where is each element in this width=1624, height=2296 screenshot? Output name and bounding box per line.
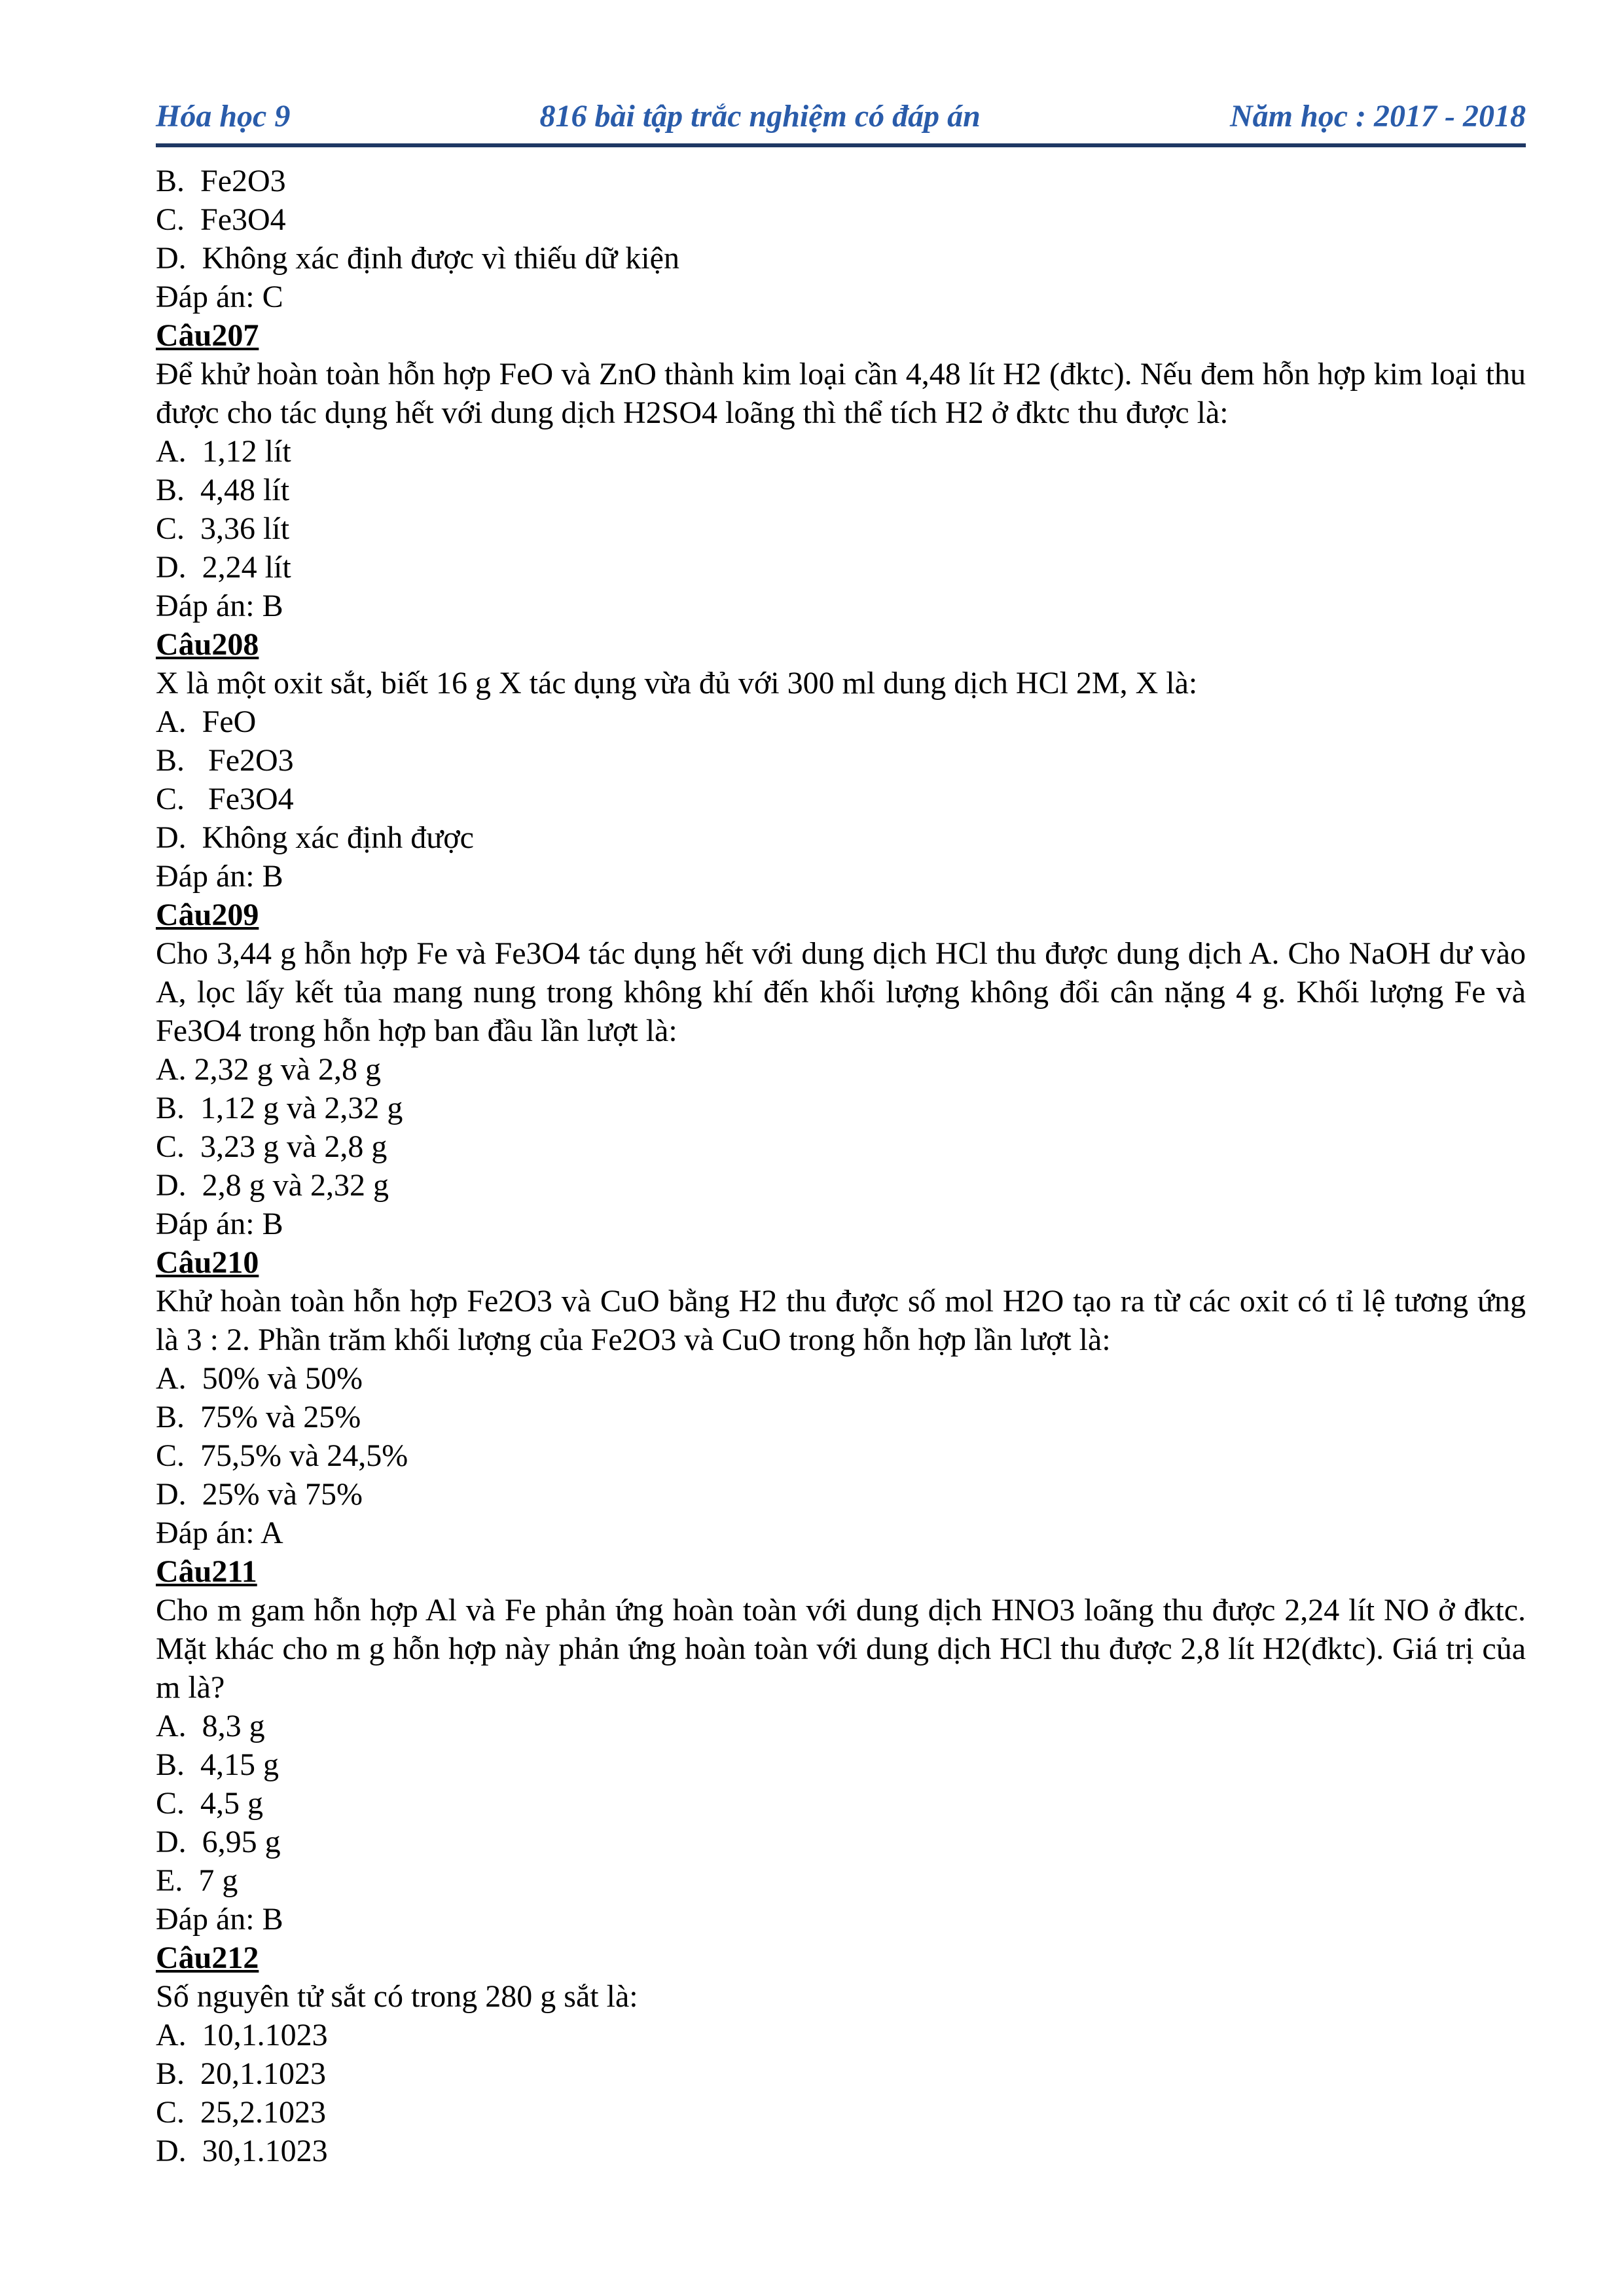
- answer-option-line: D. 2,24 lít: [156, 550, 291, 585]
- answer-key-line: Đáp án: B: [156, 1207, 283, 1241]
- answer-option-line: B. Fe2O3: [156, 164, 286, 198]
- answer-option-line: C. 3,23 g và 2,8 g: [156, 1129, 388, 1164]
- header-rule: [156, 143, 1526, 147]
- answer-key-line: Đáp án: B: [156, 1902, 283, 1937]
- answer-option-line: C. Fe3O4: [156, 782, 294, 816]
- answer-option-line: D. 25% và 75%: [156, 1477, 363, 1512]
- page-header: [156, 98, 1526, 143]
- answer-option-line: A. 50% và 50%: [156, 1361, 363, 1396]
- answer-option-line: A. 8,3 g: [156, 1709, 265, 1743]
- answer-key-line: Đáp án: B: [156, 859, 283, 894]
- header-subject: Hóa học 9: [156, 99, 291, 134]
- question-text: X là một oxit sắt, biết 16 g X tác dụng vừa đủ với 300 ml dung dịch HCl 2M, X là:: [156, 666, 1198, 701]
- question-heading: [156, 1939, 1526, 1977]
- question-heading: [156, 625, 1526, 664]
- question-text: Số nguyên tử sắt có trong 280 g sắt là:: [156, 1979, 638, 2014]
- answer-option-line: C. 75,5% và 24,5%: [156, 1438, 408, 1473]
- question-number: Câu209: [156, 898, 259, 932]
- question-heading: [156, 896, 1526, 934]
- question-heading: [156, 316, 1526, 355]
- question-text: Để khử hoàn toàn hỗn hợp FeO và ZnO thành kim loại cần 4,48 lít H2 (đktc). Nếu đem hỗn hợp kim loại thu được cho tác dụng hết với dung dịch H2SO4 loãng thì thể tích H2 ở đktc thu được là:: [156, 357, 1526, 430]
- question-number: Câu207: [156, 318, 259, 353]
- answer-key-line: Đáp án: B: [156, 589, 283, 623]
- answer-key-line: Đáp án: C: [156, 280, 283, 314]
- answer-option-line: C. 3,36 lít: [156, 511, 290, 546]
- answer-key-line: Đáp án: A: [156, 1516, 283, 1550]
- header-school-year: Năm học : 2017 - 2018: [1230, 99, 1526, 134]
- question-number: Câu208: [156, 627, 259, 662]
- answer-option-line: B. 4,15 g: [156, 1747, 280, 1782]
- question-number: Câu211: [156, 1554, 257, 1589]
- question-heading: [156, 1243, 1526, 1282]
- answer-option-line: C. 25,2.1023: [156, 2095, 327, 2130]
- question-heading: [156, 1552, 1526, 1591]
- answer-option-line: D. Không xác định được vì thiếu dữ kiện: [156, 241, 679, 276]
- question-number: Câu212: [156, 1941, 259, 1975]
- answer-option-line: D. 2,8 g và 2,32 g: [156, 1168, 389, 1203]
- question-text: Khử hoàn toàn hỗn hợp Fe2O3 và CuO bằng H2 thu được số mol H2O tạo ra từ các oxit có tỉ lệ tương ứng là 3 : 2. Phần trăm khối lượng của Fe2O3 và CuO trong hỗn hợp lần lượt là:: [156, 1284, 1526, 1357]
- answer-option-line: A. 2,32 g và 2,8 g: [156, 1052, 381, 1087]
- answer-option-line: E. 7 g: [156, 1863, 238, 1898]
- header-title: 816 bài tập trắc nghiệm có đáp án: [539, 99, 981, 134]
- question-number: Câu210: [156, 1245, 259, 1280]
- answer-option-line: A. 10,1.1023: [156, 2018, 328, 2052]
- answer-option-line: A. 1,12 lít: [156, 434, 291, 469]
- answer-option-line: D. Không xác định được: [156, 820, 474, 855]
- answer-option-line: C. 4,5 g: [156, 1786, 264, 1821]
- answer-option-line: B. Fe2O3: [156, 743, 294, 778]
- answer-option-line: B. 1,12 g và 2,32 g: [156, 1091, 403, 1125]
- answer-option-line: B. 4,48 lít: [156, 473, 290, 507]
- answer-option-line: D. 6,95 g: [156, 1825, 281, 1859]
- question-text: Cho 3,44 g hỗn hợp Fe và Fe3O4 tác dụng hết với dung dịch HCl thu được dung dịch A. Cho NaOH dư vào A, lọc lấy kết tủa mang nung trong không khí đến khối lượng không đổi cân nặng 4 g. Khối lượng Fe và Fe3O4 trong hỗn hợp ban đầu lần lượt là:: [156, 936, 1526, 1048]
- answer-option-line: A. FeO: [156, 704, 257, 739]
- answer-option-line: C. Fe3O4: [156, 202, 286, 237]
- answer-option-line: B. 20,1.1023: [156, 2056, 327, 2091]
- answer-option-line: B. 75% và 25%: [156, 1400, 361, 1434]
- answer-option-line: D. 30,1.1023: [156, 2134, 328, 2168]
- document-body: [156, 162, 1526, 2170]
- question-text: Cho m gam hỗn hợp Al và Fe phản ứng hoàn toàn với dung dịch HNO3 loãng thu được 2,24 lít NO ở đktc. Mặt khác cho m g hỗn hợp này phản ứng hoàn toàn với dung dịch HCl thu được 2,8 lít H2(đktc). Giá trị của m là?: [156, 1593, 1526, 1705]
